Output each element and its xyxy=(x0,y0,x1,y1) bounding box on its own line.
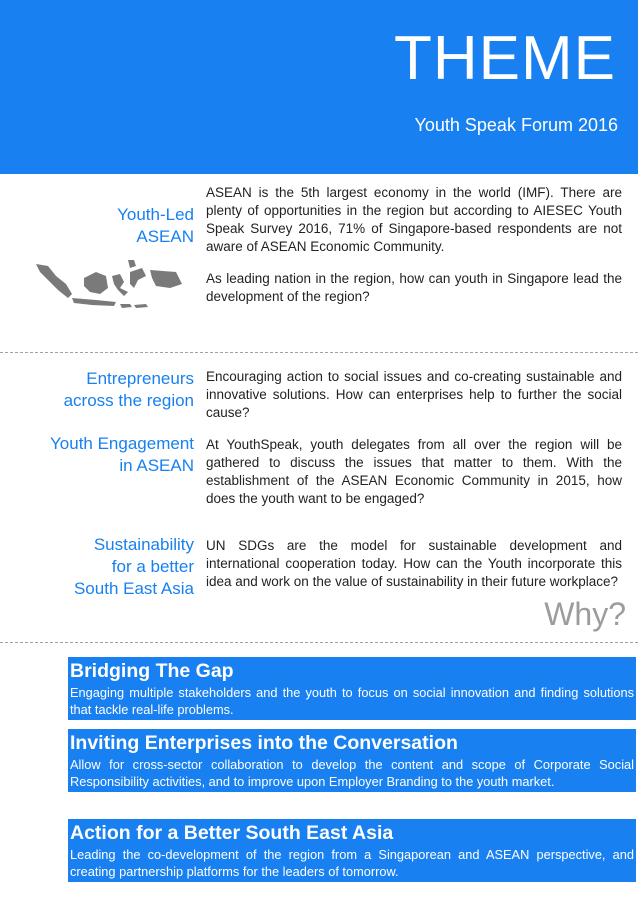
reason-box-inviting-enterprises xyxy=(68,729,636,792)
theme-label-line: across the region xyxy=(63,391,194,410)
theme-label-line: Sustainability xyxy=(93,535,194,554)
theme-description-sustainability xyxy=(206,537,622,591)
theme-label-line: ASEAN xyxy=(136,227,194,246)
reason-title: Action for a Better South East Asia xyxy=(70,822,394,844)
theme-description-youth-engagement xyxy=(206,436,622,508)
reason-box-bridging-gap xyxy=(68,657,636,720)
section-divider xyxy=(0,352,638,353)
reason-description: Leading the co-development of the region from a Singaporean and ASEAN perspective, and creating partnership platforms for the leaders of tomorrow. xyxy=(70,847,634,879)
page-subtitle: Youth Speak Forum 2016 xyxy=(414,115,618,135)
reason-title: Inviting Enterprises into the Conversation xyxy=(70,732,458,754)
theme-label-youth-led xyxy=(117,204,194,248)
section-divider xyxy=(0,642,638,643)
reason-description: Allow for cross-sector collaboration to develop the content and scope of Corporate Social Responsibility activities, and to improve upon Employer Branding to the youth market. xyxy=(70,757,634,789)
theme-paragraph: UN SDGs are the model for sustainable development and international cooperation today. How can the Youth incorporate this idea and work on the value of sustainability in their future workplace? xyxy=(206,538,622,589)
theme-label-line: Youth Engagement xyxy=(50,434,194,453)
theme-label-sustainability xyxy=(74,534,194,600)
header-banner xyxy=(0,0,638,174)
theme-paragraph: Encouraging action to social issues and co-creating sustainable and innovative solutions. How can enterprises help to further the social cause? xyxy=(206,369,622,420)
page-title: THEME xyxy=(394,24,616,93)
theme-label-youth-engagement xyxy=(50,433,194,477)
theme-label-line: South East Asia xyxy=(73,579,194,598)
theme-description-youth-led xyxy=(206,184,622,306)
theme-label-line: Entrepreneurs xyxy=(86,369,194,388)
reason-description: Engaging multiple stakeholders and the youth to focus on social innovation and finding solutions that tackle real-life problems. xyxy=(70,685,634,717)
reason-box-action-sea xyxy=(68,819,636,882)
theme-label-line: for a better xyxy=(111,557,194,576)
reason-title: Bridging The Gap xyxy=(70,660,234,682)
theme-label-line: in ASEAN xyxy=(119,456,194,475)
why-heading: Why? xyxy=(544,596,626,632)
theme-label-line: Youth-Led xyxy=(117,205,194,224)
theme-description-entrepreneurs xyxy=(206,368,622,422)
southeast-asia-map-icon xyxy=(34,258,184,330)
theme-paragraph: As leading nation in the region, how can youth in Singapore lead the development of the region? xyxy=(206,271,622,304)
theme-label-entrepreneurs xyxy=(64,368,194,412)
theme-paragraph: ASEAN is the 5th largest economy in the world (IMF). There are plenty of opportunities in the region but according to AIESEC Youth Speak Survey 2016, 71% of Singapore-based respondents are not aware of ASEAN Economic Community. xyxy=(206,185,622,254)
theme-paragraph: At YouthSpeak, youth delegates from all over the region will be gathered to discuss the issues that matter to them. With the establishment of the ASEAN Economic Community in 2015, how does the youth want to be engaged? xyxy=(206,437,622,506)
